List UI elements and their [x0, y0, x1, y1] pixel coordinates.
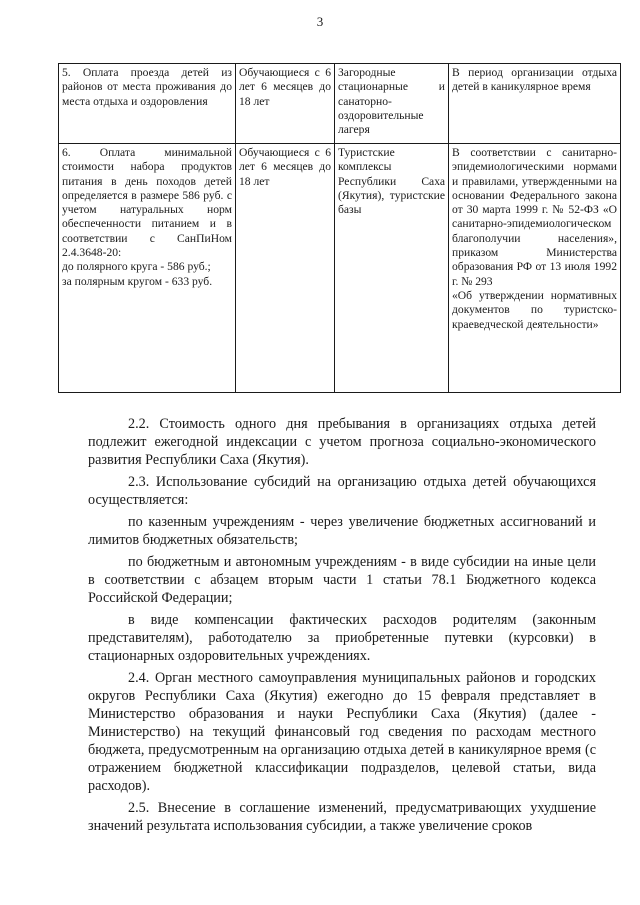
cell-text: до полярного круга - 586 руб.;: [62, 260, 211, 274]
table-row: [59, 144, 621, 393]
cell-text: «Об утверждении нормативных документов по туристско-краеведческой деятельности»: [452, 288, 617, 331]
page-number: 3: [316, 14, 324, 29]
cell-text: Туристские комплексы Республики Саха (Якутия), туристские базы: [338, 146, 445, 217]
cell-text: Обучающиеся с 6 лет 6 месяцев до 18 лет: [239, 66, 331, 108]
paragraph-2-4: 2.4. Орган местного самоуправления муниципальных районов и городских округов Республики Саха (Якутия) ежегодно до 15 февраля представляет в Министерство образования и науки Республики Саха (Якутия) (далее - Министерство) на текущий финансовый год сведения по расходам местного бюджета, предусмотренным на организацию отдыха детей в каникулярное время (с отражением бюджетной классификации подразделов, целевой статьи, вида расходов).: [88, 670, 596, 794]
cell-text: Обучающиеся с 6 лет 6 месяцев до 18 лет: [239, 146, 331, 188]
cell-text: В соответствии с санитарно-эпидемиологическими нормами и правилами, утвержденными на основании Федерального закона от 30 марта 1999 г. № 52-ФЗ «О санитарно-эпидемиологическом благополучии населения», приказом Министерства образования РФ от 13 июля 1992 г. № 293: [452, 146, 617, 288]
table-cell-age: [236, 64, 335, 144]
paragraph-2-2: 2.2. Стоимость одного дня пребывания в организациях отдыха детей подлежит ежегодной индексации с учетом прогноза социально-экономического развития Республики Саха (Якутия).: [88, 416, 596, 468]
table-cell-description: [59, 64, 236, 144]
paragraph-2-5: 2.5. Внесение в соглашение изменений, предусматривающих ухудшение значений результата использования субсидии, а также увеличение сроков: [88, 800, 596, 834]
paragraph-2-3: 2.3. Использование субсидий на организацию отдыха детей обучающихся осуществляется:: [88, 474, 596, 508]
table-row: [59, 64, 621, 144]
cell-text: 5. Оплата проезда детей из районов от места проживания до места отдыха и оздоровления: [62, 66, 232, 108]
table-cell-description: [59, 144, 236, 393]
table-cell-place: [335, 64, 449, 144]
body-text: [88, 415, 596, 839]
table-cell-age: [236, 144, 335, 393]
cell-text: 6. Оплата минимальной стоимости набора продуктов питания в день походов детей определяется в размере 586 руб. с учетом натуральных норм обеспеченности питанием и в соответствии с СанПиНом 2.4.3648-20:: [62, 146, 232, 260]
activities-table: [58, 63, 621, 393]
table-cell-place: [335, 144, 449, 393]
paragraph-treasury-institutions: по казенным учреждениям - через увеличение бюджетных ассигнований и лимитов бюджетных обязательств;: [88, 514, 596, 548]
paragraph-compensation: в виде компенсации фактических расходов родителям (законным представителям), работодателю за приобретенные путевки (курсовки) в стационарных оздоровительных учреждениях.: [88, 612, 596, 664]
cell-text: В период организации отдыха детей в каникулярное время: [452, 66, 617, 94]
table-cell-terms: [449, 144, 621, 393]
paragraph-budget-institutions: по бюджетным и автономным учреждениям - в виде субсидии на иные цели в соответствии с абзацем вторым части 1 статьи 78.1 Бюджетного кодекса Российской Федерации;: [88, 554, 596, 606]
cell-text: за полярным кругом - 633 руб.: [62, 274, 213, 288]
table-cell-terms: [449, 64, 621, 144]
cell-text: Загородные стационарные и санаторно-оздоровительные лагеря: [338, 66, 445, 137]
